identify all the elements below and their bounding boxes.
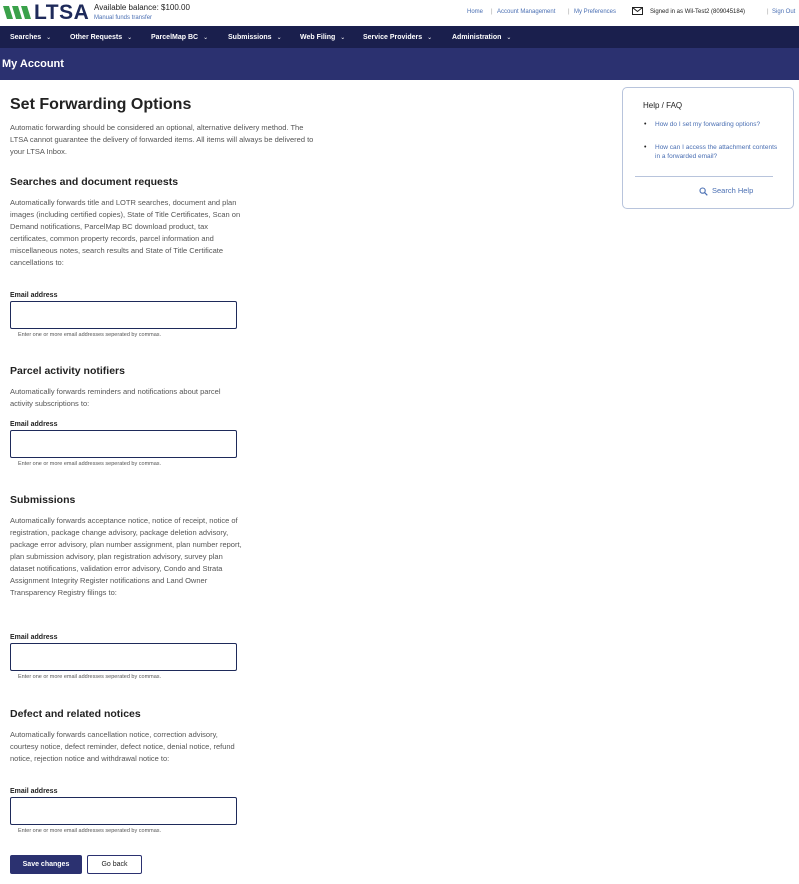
main-nav: [0, 26, 799, 48]
section-title-defect-notices: Defect and related notices: [10, 708, 141, 720]
email-label: Email address: [10, 292, 58, 299]
search-icon: [699, 187, 708, 196]
email-label: Email address: [10, 788, 58, 795]
go-back-button[interactable]: Go back: [87, 855, 142, 874]
separator: |: [767, 9, 769, 15]
nav-web-filing[interactable]: [300, 33, 345, 43]
chevron-down-icon: ⌄: [127, 35, 133, 41]
chevron-down-icon: ⌄: [203, 35, 209, 41]
available-balance: Available balance: $100.00: [94, 3, 190, 12]
email-hint: Enter one or more email addresses seperated by commas.: [18, 674, 162, 680]
manual-funds-transfer-link[interactable]: Manual funds transfer: [94, 15, 153, 21]
bullet-icon: •: [644, 144, 647, 151]
nav-label: Submissions: [228, 34, 272, 41]
section-desc-searches: Automatically forwards title and LOTR searches, document and plan images (including certified copies), State of Title Certificates, Scan on Demand notifications, ParcelMap BC download product, tax certificates, common property records, parcel information and miscellaneous notes, search results and State of Title Certificate cancellations to:: [10, 198, 241, 267]
ltsa-logo[interactable]: [3, 1, 90, 24]
account-management-link[interactable]: Account Management: [497, 9, 556, 15]
save-changes-button[interactable]: Save changes: [10, 855, 82, 874]
sign-out-link[interactable]: Sign Out: [772, 9, 796, 15]
chevron-down-icon: ⌄: [340, 35, 346, 41]
nav-label: Administration: [452, 34, 502, 41]
intro-text: Automatic forwarding should be considered an optional, alternative delivery method. The LTSA cannot guarantee the delivery of forwarded items. All items will always be delivered to your LTSA Inbox.: [10, 123, 314, 156]
email-label: Email address: [10, 634, 58, 641]
home-link[interactable]: Home: [467, 9, 484, 15]
section-desc-parcel-activity: Automatically forwards reminders and notifications about parcel activity subscriptions to:: [10, 387, 221, 408]
searches-email-field[interactable]: [10, 301, 237, 329]
nav-label: Web Filing: [300, 34, 336, 41]
page-title: Set Forwarding Options: [10, 96, 192, 113]
email-hint: Enter one or more email addresses seperated by commas.: [18, 332, 162, 338]
nav-label: ParcelMap BC: [151, 34, 199, 41]
chevron-down-icon: ⌄: [276, 35, 282, 41]
top-bar: [0, 0, 799, 26]
search-help-label: Search Help: [712, 186, 754, 195]
help-link-forwarding-options[interactable]: How do I set my forwarding options?: [655, 121, 761, 128]
parcel-activity-email-field[interactable]: [10, 430, 237, 458]
section-desc-submissions: Automatically forwards acceptance notice, notice of receipt, notice of registration, package change advisory, package deletion advisory, package error advisory, plan number assignment, plan number report, plan submission advisory, plan registration advisory, survey plan dataset notifications, validation error advisory, Condo and Strata Assignment Integrity Register notifications and Land Owner Transparency Registry filings to:: [10, 516, 242, 597]
nav-label: Service Providers: [363, 34, 423, 41]
nav-service-providers[interactable]: [363, 33, 432, 43]
nav-label: Searches: [10, 34, 42, 41]
defect-notices-email-field[interactable]: [10, 797, 237, 825]
chevron-down-icon: ⌄: [427, 35, 433, 41]
chevron-down-icon: ⌄: [46, 35, 52, 41]
section-title-searches: Searches and document requests: [10, 176, 179, 188]
nav-submissions[interactable]: [228, 33, 282, 43]
chevron-down-icon: ⌄: [506, 35, 512, 41]
nav-parcelmap-bc[interactable]: [151, 33, 208, 43]
logo-mark-icon: [3, 4, 33, 20]
signed-in-user: Signed in as Wil-Test2 (809045184): [650, 9, 746, 15]
section-title-submissions: Submissions: [10, 494, 76, 506]
section-desc-defect-notices: Automatically forwards cancellation notice, correction advisory, courtesy notice, defect reminder, defect notice, denial notice, refund notice, rejection notice and withdrawal notice to:: [10, 730, 235, 763]
email-hint: Enter one or more email addresses seperated by commas.: [18, 461, 162, 467]
banner-title: My Account: [2, 58, 64, 70]
email-hint: Enter one or more email addresses seperated by commas.: [18, 828, 162, 834]
nav-searches[interactable]: [10, 33, 51, 43]
help-link-attachment-contents[interactable]: How can I access the attachment contents in a forwarded email?: [655, 144, 778, 160]
search-help-link[interactable]: [712, 186, 753, 196]
nav-label: Other Requests: [70, 34, 123, 41]
my-preferences-link[interactable]: My Preferences: [574, 9, 617, 15]
divider: [635, 176, 773, 177]
mail-icon[interactable]: [632, 7, 643, 15]
page-banner: [0, 48, 799, 80]
separator: |: [491, 9, 493, 15]
help-faq-panel: [622, 87, 794, 209]
separator: |: [568, 9, 570, 15]
logo-text: LTSA: [34, 1, 90, 24]
bullet-icon: •: [644, 121, 647, 128]
email-label: Email address: [10, 421, 58, 428]
nav-other-requests[interactable]: [70, 33, 132, 43]
nav-administration[interactable]: [452, 33, 511, 43]
submissions-email-field[interactable]: [10, 643, 237, 671]
help-title: Help / FAQ: [643, 101, 683, 110]
section-title-parcel-activity: Parcel activity notifiers: [10, 365, 125, 377]
